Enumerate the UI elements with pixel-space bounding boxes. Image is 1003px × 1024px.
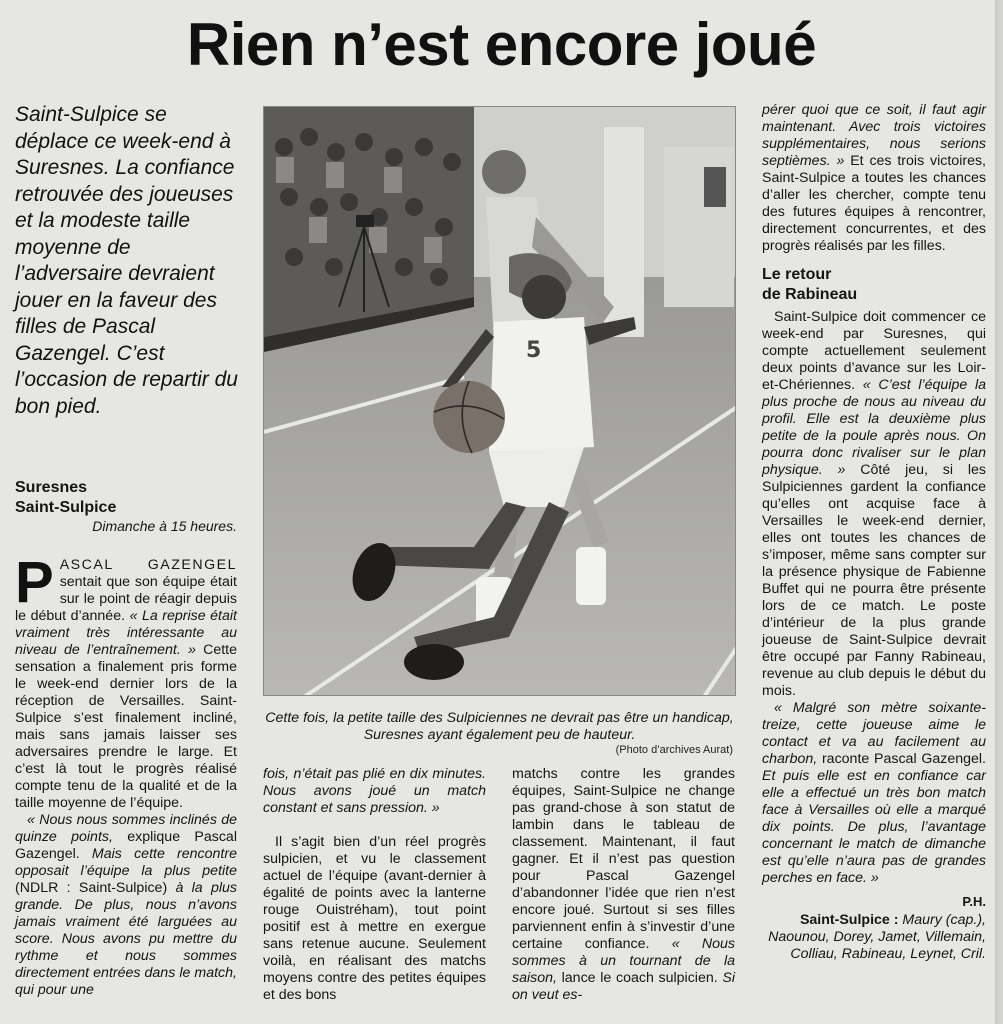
column-3 [512,766,735,1004]
article-para: « Malgré son mètre soixante-treize, cette joueuse aime le contact et va au facilement au charbon, raconte Pascal Gazengel. Et puis elle est en confiance car elle a effectué un très bon match face à Versailles où elle a marqué dix points. De plus, l’avantage concernant le match de dimanche est qu’elle n’aura pas de grandes perches en face. » [762,700,986,886]
column-2 [263,766,486,1004]
article-para: matchs contre les grandes équipes, Saint-Sulpice ne change pas grand-chose à son statut de lambin dans le tableau de classement. Maintenant, il faut gagner. Et il n’est pas question pour Pascal Gazengel d’abandonner l’idée que rien n’est encore joué. Surtout si ses filles parviennent enfin à s’investir d’une certaine confiance. « Nous sommes à un tournant de la saison, lance le coach sulpicien. Si on veut es- [512,766,735,1003]
article-para: Il s’agit bien d’un réel progrès sulpicien, et vu le classement actuel de l’équipe (avant-dernier à égalité de points avec la lanterne rouge Ouistréham), tout point positif est à mettre en exergue sans retenue aucune. Seulement voilà, en réalisant des matchs moyens contre des petites équipes et des bons [263,834,486,1003]
page-edge [995,0,1003,1024]
drop-cap: P [15,550,54,615]
article-para: fois, n’était pas plié en dix minutes. Nous avons joué un match constant et sans pression. » [263,766,486,816]
article-intro: PASCAL GAZENGEL sentait que son équipe était sur le point de réagir depuis le début d’année. « La reprise était vraiment très intéressante au niveau de l’entraînement. » Cette sensation a finalement pris forme le week-end dernier lors de la réception de Versailles. Saint-Sulpice s’est finalement incliné, mais sans jamais laisser ses adversaires prendre le large. Et c’est là tout le progrès réalisé compte tenu de la qualité et de la taille moyenne de l’équipe. [15,550,237,811]
fixture-team-2: Saint-Sulpice [15,499,117,516]
column-1 [15,478,237,999]
article-photo [263,106,736,696]
article-para: Saint-Sulpice doit commencer ce week-end par Suresnes, qui compte actuellement seulement deux points d’avance sur les Loir-et-Chériennes. « C’est l’équipe la plus proche de nous au niveau du profil. Elle est la deuxième plus petite de la poule après nous. On pourra donc rivaliser sur le plan physique. » Côté jeu, si les Sulpiciennes gardent la confiance qu’elles ont acquise face à Versailles le week-end dernier, elles ont toutes les chances de s’imposer, même sans compter sur la présence physique de Fabienne Buffet qui ne pourra être présente lors de ce match. Le poste d’intérieur de la plus grande joueuse de Saint-Sulpice devrait être occupé par Fanny Rabineau, revenue au club depuis le début du mois. [762,309,986,699]
article-para: pérer quoi que ce soit, il faut agir maintenant. Avec trois victoires supplémentaires, nous serions septièmes. » Et ces trois victoires, Saint-Sulpice a toutes les chances d’aller les chercher, compte tenu des futures équipes à rencontrer, directement concurrentes, et des progrès réalisés par les filles. [762,102,986,254]
article-para: « Nous nous sommes inclinés de quinze points, explique Pascal Gazengel. Mais cette rencontre opposait l’équipe la plus petite (NDLR : Saint-Sulpice) à la plus grande. De plus, nous n’avons jamais vraiment été larguées au score. Nous avons pu mettre du rythme et nous sommes directement entrées dans le match, qui pour une [15,812,237,998]
basketball-photo-illustration [264,107,736,696]
author-signature: P.H. [962,894,986,909]
crosshead: Le retour de Rabineau [762,266,858,303]
lede: Saint-Sulpice se déplace ce week-end à Suresnes. La confiance retrouvée des joueuses et la modeste taille moyenne de l’adversaire devraient jouer en la faveur des filles de Pascal Gazengel. C’est l’occasion de repartir du bon pied. [15,103,238,418]
photo-caption: Cette fois, la petite taille des Sulpiciennes ne devrait pas être un handicap, Suresnes ayant également peu de hauteur. [265,710,734,743]
fixture-team-1: Suresnes [15,479,88,496]
column-4 [762,102,986,963]
fixture-date: Dimanche à 15 heures. [92,518,237,534]
jersey-number: 5 [526,338,542,363]
photo-credit: (Photo d’archives Aurat) [615,744,733,756]
team-lineup: Saint-Sulpice : Maury (cap.), Naounou, Dorey, Jamet, Villemain, Colliau, Rabineau, Leynet, Cril. [768,912,986,962]
headline: Rien n’est encore joué [186,11,817,78]
